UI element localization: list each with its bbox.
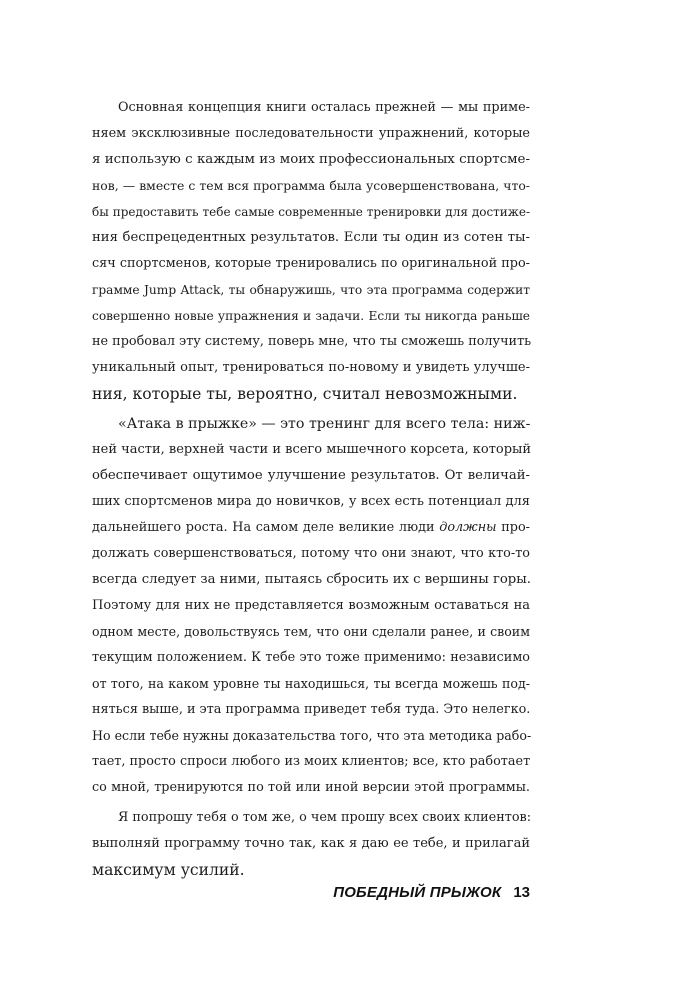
text-line: обеспечивает ощутимое улучшение результатов. От величай- bbox=[92, 468, 530, 483]
text-line: Я попрошу тебя о том же, о чем прошу всех своих клиентов: bbox=[118, 810, 532, 825]
text-line: выполняй программу точно так, как я даю ее тебе, и прилагай bbox=[92, 836, 530, 851]
text-line: сяч спортсменов, которые тренировались по оригинальной про- bbox=[92, 256, 530, 271]
text-line: от того, на каком уровне ты находишься, ты всегда можешь под- bbox=[92, 676, 530, 691]
text-line: ния беспрецедентных результатов. Если ты один из сотен ты- bbox=[92, 230, 530, 245]
text-line: няться выше, и эта программа приведет тебя туда. Это нелегко. bbox=[92, 702, 531, 717]
text-line: Поэтому для них не представляется возможным оставаться на bbox=[92, 598, 530, 613]
page-footer bbox=[0, 880, 530, 906]
text-line: максимум усилий. bbox=[92, 861, 245, 879]
text-line-mixed bbox=[92, 515, 530, 541]
text-line: я использую с каждым из моих профессиональных спортсме- bbox=[92, 152, 530, 167]
text-line: не пробовал эту систему, поверь мне, что ты сможешь получить bbox=[92, 334, 532, 349]
running-title: ПОБЕДНЫЙ ПРЫЖОК bbox=[333, 884, 502, 901]
text-line: одном месте, довольствуясь тем, что они сделали ранее, и своим bbox=[92, 624, 530, 639]
text-line: няем эксклюзивные последовательности упражнений, которые bbox=[92, 126, 530, 141]
text-line: совершенно новые упражнения и задачи. Если ты никогда раньше bbox=[92, 309, 530, 323]
text-line: текущим положением. К тебе это тоже применимо: независимо bbox=[92, 650, 530, 665]
text-line: грамме Jump Attack, ты обнаружишь, что эта программа содержит bbox=[92, 283, 530, 297]
page-number: 13 bbox=[513, 884, 530, 901]
text-span: дальнейшего роста. На самом деле великие люди bbox=[92, 520, 435, 535]
text-line: тает, просто спроси любого из моих клиентов; все, кто работает bbox=[92, 754, 531, 769]
text-line: ших спортсменов мира до новичков, у всех есть потенциал для bbox=[92, 494, 530, 509]
text-line: со мной, тренируются по той или иной версии этой программы. bbox=[92, 780, 530, 795]
text-line: нов, — вместе с тем вся программа была усовершенствована, что- bbox=[92, 178, 530, 193]
text-span: про- bbox=[501, 520, 530, 535]
text-line: всегда следует за ними, пытаясь сбросить их с вершины горы. bbox=[92, 572, 531, 587]
text-line: Но если тебе нужны доказательства того, что эта методика рабо- bbox=[92, 728, 532, 743]
text-line: «Атака в прыжке» — это тренинг для всего тела: ниж- bbox=[118, 416, 531, 432]
text-line: Основная концепция книги осталась прежней — мы приме- bbox=[118, 100, 530, 115]
text-line: ния, которые ты, вероятно, считал невозможными. bbox=[92, 385, 518, 403]
text-line: должать совершенствоваться, потому что они знают, что кто-то bbox=[92, 546, 530, 561]
text-line: ней части, верхней части и всего мышечного корсета, который bbox=[92, 442, 532, 457]
emphasis-text: должны bbox=[439, 520, 497, 535]
text-line: уникальный опыт, тренироваться по-новому и увидеть улучше- bbox=[92, 360, 530, 375]
text-line: бы предоставить тебе самые современные тренировки для достиже- bbox=[92, 205, 530, 219]
